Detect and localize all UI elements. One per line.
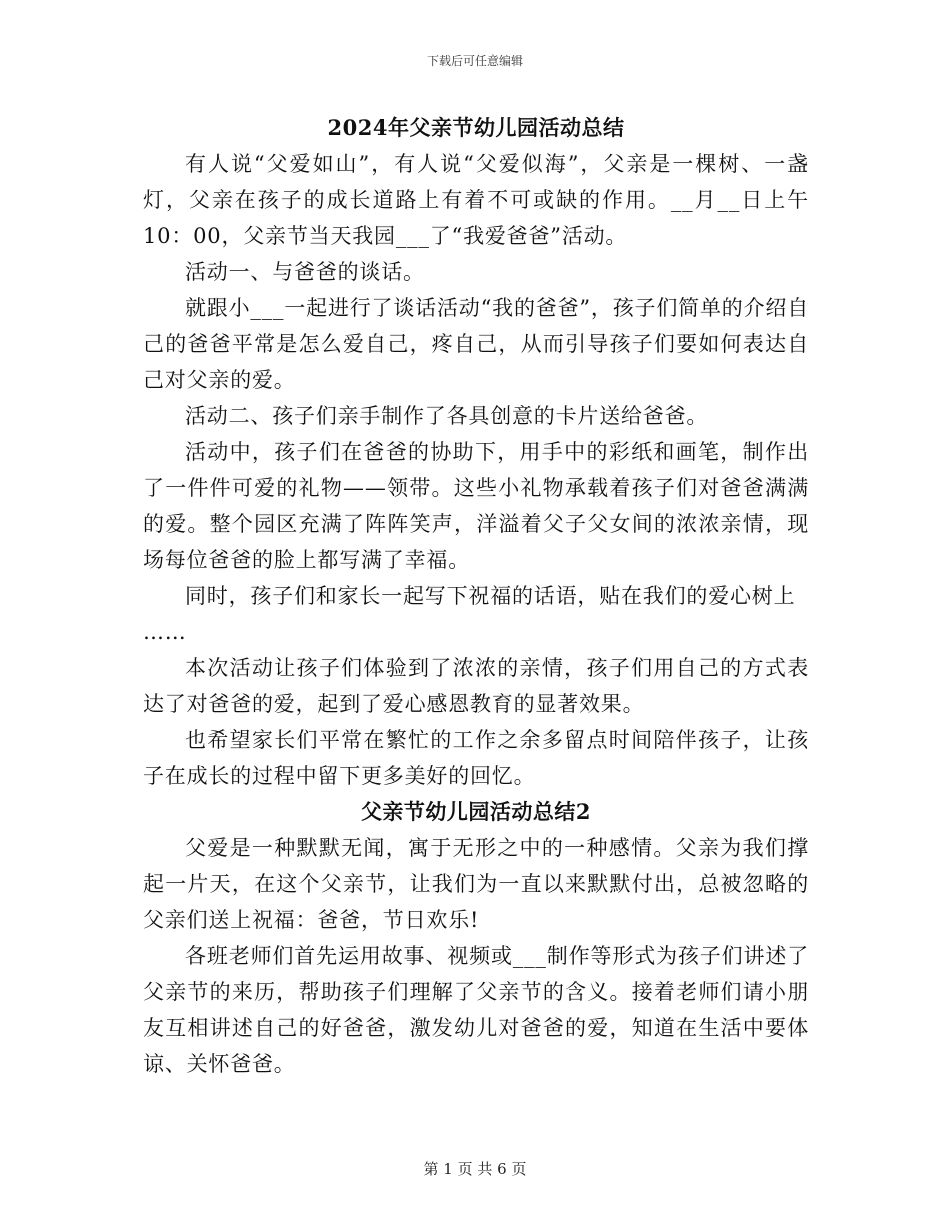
paragraph-section2-intro: 父爱是一种默默无闻，寓于无形之中的一种感情。父亲为我们撑起一片天，在这个父亲节，让我们为一直以来默默付出，总被忽略的父亲们送上祝福：爸爸，节日欢乐! — [143, 836, 809, 932]
document-title: 2024年父亲节幼儿园活动总结 — [327, 115, 625, 140]
paragraph-blessing-tree: 同时，孩子们和家长一起写下祝福的话语，贴在我们的爱心树上 — [185, 584, 796, 608]
paragraph-section2-body: 各班老师们首先运用故事、视频或___制作等形式为孩子们讲述了父亲节的来历，帮助孩子们理解了父亲节的含义。接着老师们请小朋友互相讲述自己的好爸爸，激发幼儿对爸爸的爱，知道在生活中要体谅、关怀爸爸。 — [143, 944, 809, 1076]
document-body — [143, 110, 809, 1082]
paragraph-activity-one-heading: 活动一、与爸爸的谈话。 — [185, 260, 425, 284]
paragraph-intro: 有人说“父爱如山”，有人说“父爱似海”，父亲是一棵树、一盏灯，父亲在孩子的成长道路上有着不可或缺的作用。__月__日上午10：00，父亲节当天我园___了“我爱爸爸”活动。 — [143, 152, 809, 248]
section-title: 父亲节幼儿园活动总结2 — [360, 799, 592, 824]
paragraph-activity-two-body: 活动中，孩子们在爸爸的协助下，用手中的彩纸和画笔，制作出了一件件可爱的礼物——领带。这些小礼物承载着孩子们对爸爸满满的爱。整个园区充满了阵阵笑声，洋溢着父子父女间的浓浓亲情，现场每位爸爸的脸上都写满了幸福。 — [143, 440, 809, 572]
page-header-note: 下载后可任意编辑 — [426, 54, 523, 68]
paragraph-activity-two-heading: 活动二、孩子们亲手制作了各具创意的卡片送给爸爸。 — [185, 404, 709, 428]
paragraph-ellipsis: …… — [143, 620, 187, 644]
paragraph-effect: 本次活动让孩子们体验到了浓浓的亲情，孩子们用自己的方式表达了对爸爸的爱，起到了爱心感恩教育的显著效果。 — [143, 656, 809, 716]
paragraph-activity-one-body: 就跟小___一起进行了谈话活动“我的爸爸”，孩子们简单的介绍自己的爸爸平常是怎么爱自己，疼自己，从而引导孩子们要如何表达自己对父亲的爱。 — [143, 296, 809, 392]
page-number: 第 1 页 共 6 页 — [423, 1160, 527, 1178]
paragraph-hope: 也希望家长们平常在繁忙的工作之余多留点时间陪伴孩子，让孩子在成长的过程中留下更多美好的回忆。 — [143, 728, 809, 788]
